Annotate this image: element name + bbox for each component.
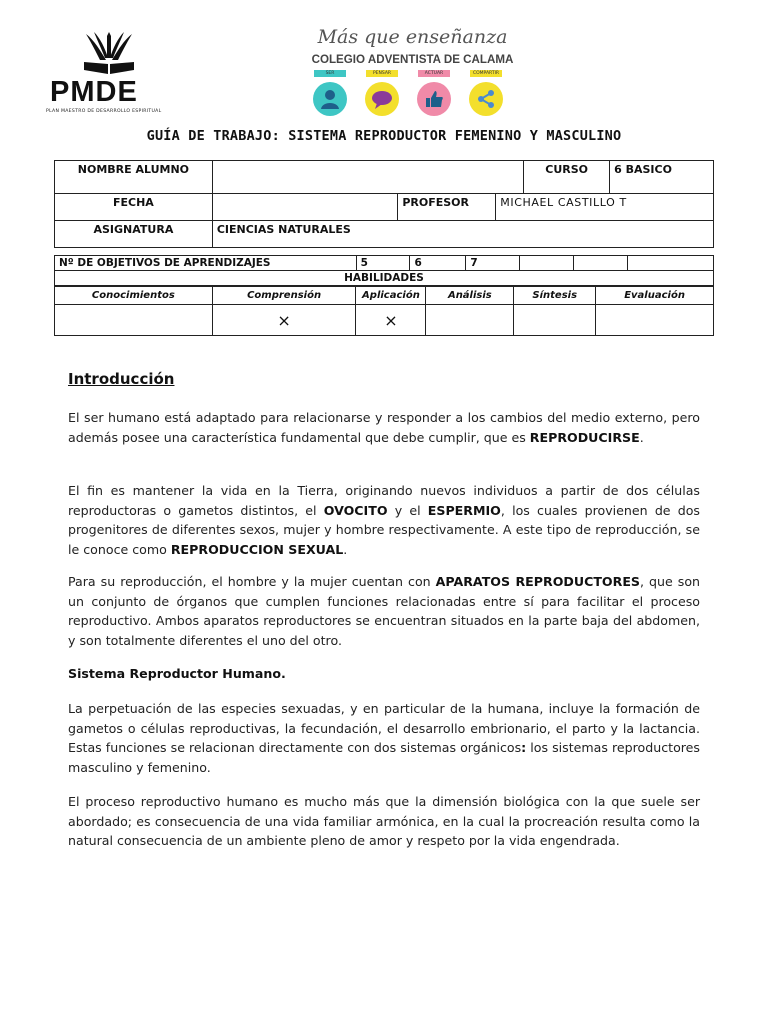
fecha-label: FECHA — [55, 194, 213, 221]
school-banner — [290, 22, 535, 122]
value-pensar — [362, 70, 402, 120]
intro-paragraph-1: El ser humano está adaptado para relacionarse y responder a los cambios del medio externo, pero además posee una característica fundamental que debe cumplir, que es REPRODUCIRSE. — [68, 410, 700, 445]
nombre-alumno-label: NOMBRE ALUMNO — [55, 161, 213, 194]
pmde-logo-text: PMDE — [50, 76, 138, 108]
section-paragraph-1: La perpetuación de las especies sexuadas, y en particular de la humana, incluye la formación de gametos o células reproductivas, la fecundación, el desarrollo embrionario, el parto y la lactancia. Estas funciones se relacionan directamente con dos sistemas orgánicos: los sistemas reproductores masculino y femenino. — [68, 701, 700, 775]
skills-table — [54, 286, 714, 336]
skill-mark — [514, 305, 596, 336]
skill-mark — [426, 305, 514, 336]
objective-cell — [628, 256, 714, 271]
skill-header: Aplicación — [356, 287, 426, 305]
skill-header: Evaluación — [596, 287, 714, 305]
school-name: COLEGIO ADVENTISTA DE CALAMA — [311, 53, 514, 66]
student-info-table — [54, 160, 714, 248]
section-heading: Sistema Reproductor Humano. — [68, 666, 286, 681]
pmde-logo — [44, 30, 174, 118]
objective-cell: 5 — [356, 256, 410, 271]
skill-mark — [596, 305, 714, 336]
thumbs-up-icon — [417, 82, 451, 116]
value-label: PENSAR — [366, 70, 398, 77]
pmde-logo-subtitle: PLAN MAESTRO DE DESARROLLO ESPIRITUAL — [46, 109, 162, 114]
value-label: COMPARTIR — [470, 70, 502, 77]
value-compartir — [466, 70, 506, 120]
asignatura-label: ASIGNATURA — [55, 221, 213, 248]
section-paragraph-2: El proceso reproductivo humano es mucho más que la dimensión biológica con la que suele ser abordado; es consecuencia de una vida familiar armónica, en la cual la procreación resulta como la natural consecuencia de un ambiente pleno de amor y respeto por la vida engendrada. — [68, 794, 700, 848]
skill-mark — [55, 305, 213, 336]
praying-hands-bible-icon — [78, 30, 140, 76]
skill-header: Conocimientos — [55, 287, 213, 305]
value-label: ACTUAR — [418, 70, 450, 77]
objective-cell: 6 — [410, 256, 466, 271]
skill-mark: × — [212, 305, 356, 336]
intro-paragraph-2: El fin es mantener la vida en la Tierra, originando nuevos individuos a partir de dos células reproductoras o gametos distintos, el OVOCITO y el ESPERMIO, los cuales provienen de dos progenitores de diferentes sexos, mujer y hombre respectivamente. A este tipo de reproducción, se le conoce como REPRODUCCION SEXUAL. — [68, 483, 700, 557]
skill-mark: × — [356, 305, 426, 336]
profesor-value: MICHAEL CASTILLO T — [496, 194, 714, 221]
intro-heading: Introducción — [68, 370, 175, 388]
speech-bubble-icon — [365, 82, 399, 116]
curso-label: CURSO — [524, 161, 610, 194]
curso-value: 6 BASICO — [610, 161, 714, 194]
fecha-field[interactable] — [212, 194, 398, 221]
intro-paragraph-3: Para su reproducción, el hombre y la mujer cuentan con APARATOS REPRODUCTORES, que son un conjunto de órganos que cumplen funciones relacionadas entre sí para facilitar el proceso reproductivo. Ambos aparatos reproductores se encuentran situados en la parte baja del abdomen, y son totalmente diferentes el uno del otro. — [68, 574, 701, 648]
asignatura-value: CIENCIAS NATURALES — [212, 221, 713, 248]
nombre-alumno-field[interactable] — [212, 161, 523, 194]
objectives-label: Nº DE OBJETIVOS DE APRENDIZAJES — [55, 256, 357, 271]
value-actuar — [414, 70, 454, 120]
habilidades-label: HABILIDADES — [55, 271, 714, 286]
skill-header: Análisis — [426, 287, 514, 305]
objective-cell — [520, 256, 574, 271]
skill-header: Síntesis — [514, 287, 596, 305]
slogan: Más que enseñanza — [317, 26, 508, 48]
value-ser — [310, 70, 350, 120]
profesor-label: PROFESOR — [398, 194, 496, 221]
objective-cell: 7 — [466, 256, 520, 271]
share-icon — [469, 82, 503, 116]
objective-cell — [574, 256, 628, 271]
skill-header: Comprensión — [212, 287, 356, 305]
page-title: GUÍA DE TRABAJO: SISTEMA REPRODUCTOR FEMENINO Y MASCULINO — [146, 128, 622, 144]
objectives-table — [54, 255, 714, 286]
person-icon — [313, 82, 347, 116]
value-label: SER — [314, 70, 346, 77]
